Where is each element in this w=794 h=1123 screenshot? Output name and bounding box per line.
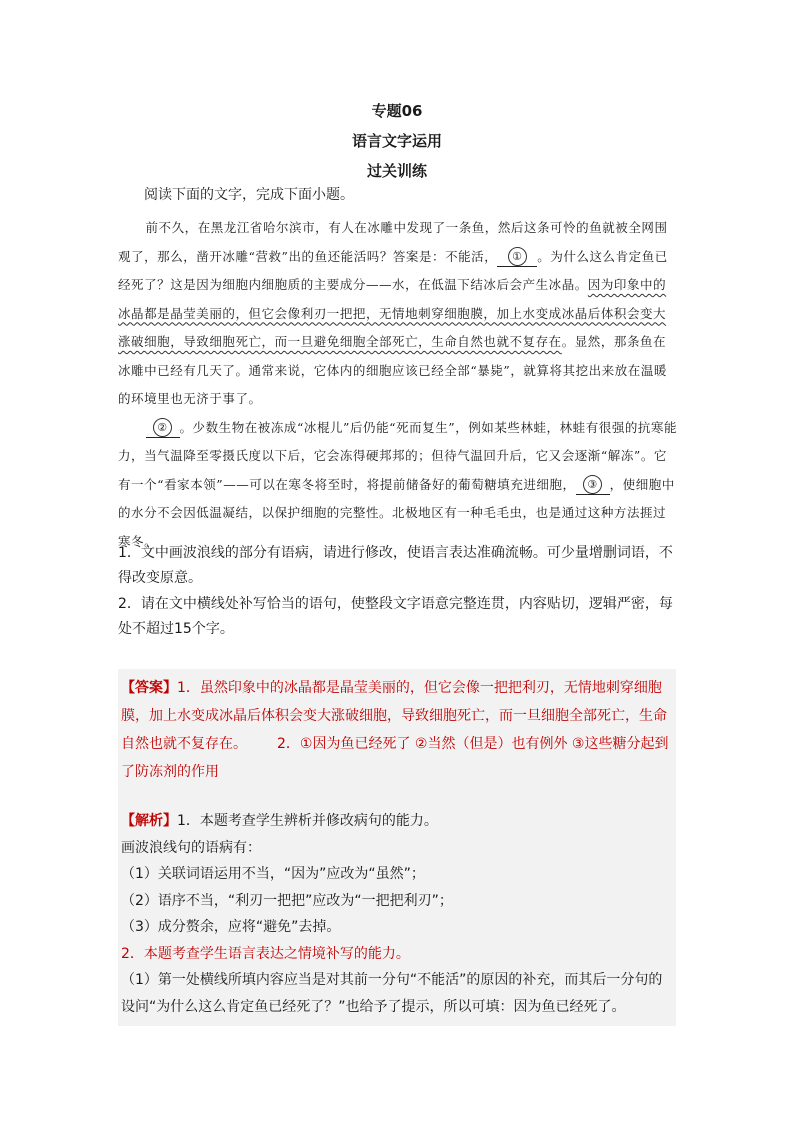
blank-number: ② [153, 418, 172, 437]
analysis-item-1: （1）关联词语运用不当，“因为”应改为“虽然”； [121, 866, 425, 882]
passage-text: ，使细胞中的水分不会因低温凝结，以保护细胞的完整性。北极地区有一种毛毛虫，也是通过这种方法捱过寒冬。 [118, 476, 675, 549]
analysis-line-4: （1）第一处横线所填内容应当是对其前一分句“不能活”的原因的补充，而其后一分句的设问“为什么这么肯定鱼已经死了？”也给予了提示，所以可填：因为鱼已经死了。 [121, 972, 663, 1015]
blank-2 [146, 418, 180, 438]
blank-number: ③ [583, 475, 602, 494]
section-title: 过关训练 [366, 162, 427, 180]
question-1: 1．文中画波浪线的部分有语病，请进行修改，使语言表达准确流畅。可少量增删词语，不得改变原意。 [118, 545, 673, 586]
answer-tag: 【答案】 [121, 680, 177, 696]
passage-text: 。显然，那条鱼在冰雕中已经有几天了。通常来说，它体内的细胞应该已经全部“暴毙”，就算将其挖出来放在温暖的环境里也无济于事了。 [118, 334, 667, 406]
analysis-item-3: （3）成分赘余，应将“避免”去掉。 [121, 919, 341, 935]
analysis-line-1: 1．本题考查学生辨析并修改病句的能力。 [177, 813, 438, 829]
analysis-item-2: （2）语序不当，“利刃一把把”应改为“一把把利刃”； [121, 892, 453, 909]
passage-text: 。为什么这么肯定鱼已经死了？这是因为细胞内细胞质的主要成分——水，在低温下结冰后会产生冰晶。 [118, 248, 668, 292]
topic-title: 专题06 [371, 102, 423, 120]
analysis-tag: 【解析】 [121, 813, 177, 829]
answer-part-2: 2．①因为鱼已经死了 ②当然（但是）也有例外 ③这些糖分起到了防冻剂的作用 [121, 736, 669, 780]
question-2: 2．请在文中横线处补写恰当的语句，使整段文字语意完整连贯，内容贴切，逻辑严密，每处不超过15个字。 [118, 596, 673, 637]
passage-paragraph-1 [118, 214, 678, 414]
analysis-section [121, 808, 673, 1020]
analysis-line-3: 2．本题考查学生语言表达之情境补写的能力。 [121, 945, 410, 962]
passage-text: 。少数生物在被冻成“冰棍儿”后仍能“死而复生”，例如某些林蛙，林蛙有很强的抗寒能力，当气温降至零摄氏度以下后，它会冻得硬邦邦的；但待气温回升后，它又会逐渐“解冻”。它有一个“看家本领”——可以在寒冬将至时，将提前储备好的葡萄糖填充进细胞， [118, 419, 678, 492]
wavy-underlined-sentence: 因为印象中的冰晶都是晶莹美丽的，但它会像利刃一把把，无情地刺穿细胞膜，加上水变成冰晶后体积会变大涨破细胞，导致细胞死亡，而一旦避免细胞全部死亡，生命自然也就不复存在 [118, 277, 667, 349]
title-block [118, 96, 676, 186]
answer-text: 1．虽然印象中的冰晶都是晶莹美丽的，但它会像一把把利刃，无情地刺穿细胞膜，加上水变成冰晶后体积会变大涨破细胞，导致细胞死亡，而一旦细胞全部死亡，生命自然也就不复存在。 [121, 680, 667, 752]
answer-section [121, 674, 673, 786]
answer-analysis-box [118, 669, 676, 1026]
question-list [118, 541, 678, 643]
blank-3 [576, 475, 610, 495]
blank-number: ① [508, 247, 527, 266]
subject-title: 语言文字运用 [351, 132, 442, 150]
reading-passage [118, 214, 678, 556]
analysis-line-2: 画波浪线句的语病有： [121, 839, 261, 856]
passage-paragraph-2 [118, 414, 678, 557]
blank-1 [497, 247, 537, 267]
instruction-text: 阅读下面的文字，完成下面小题。 [144, 187, 354, 203]
passage-text: 前不久，在黑龙江省哈尔滨市，有人在冰雕中发现了一条鱼，然后这条可怜的鱼就被全网围观了，那么，凿开冰雕“营救”出的鱼还能活吗？答案是：不能活， [118, 220, 668, 264]
